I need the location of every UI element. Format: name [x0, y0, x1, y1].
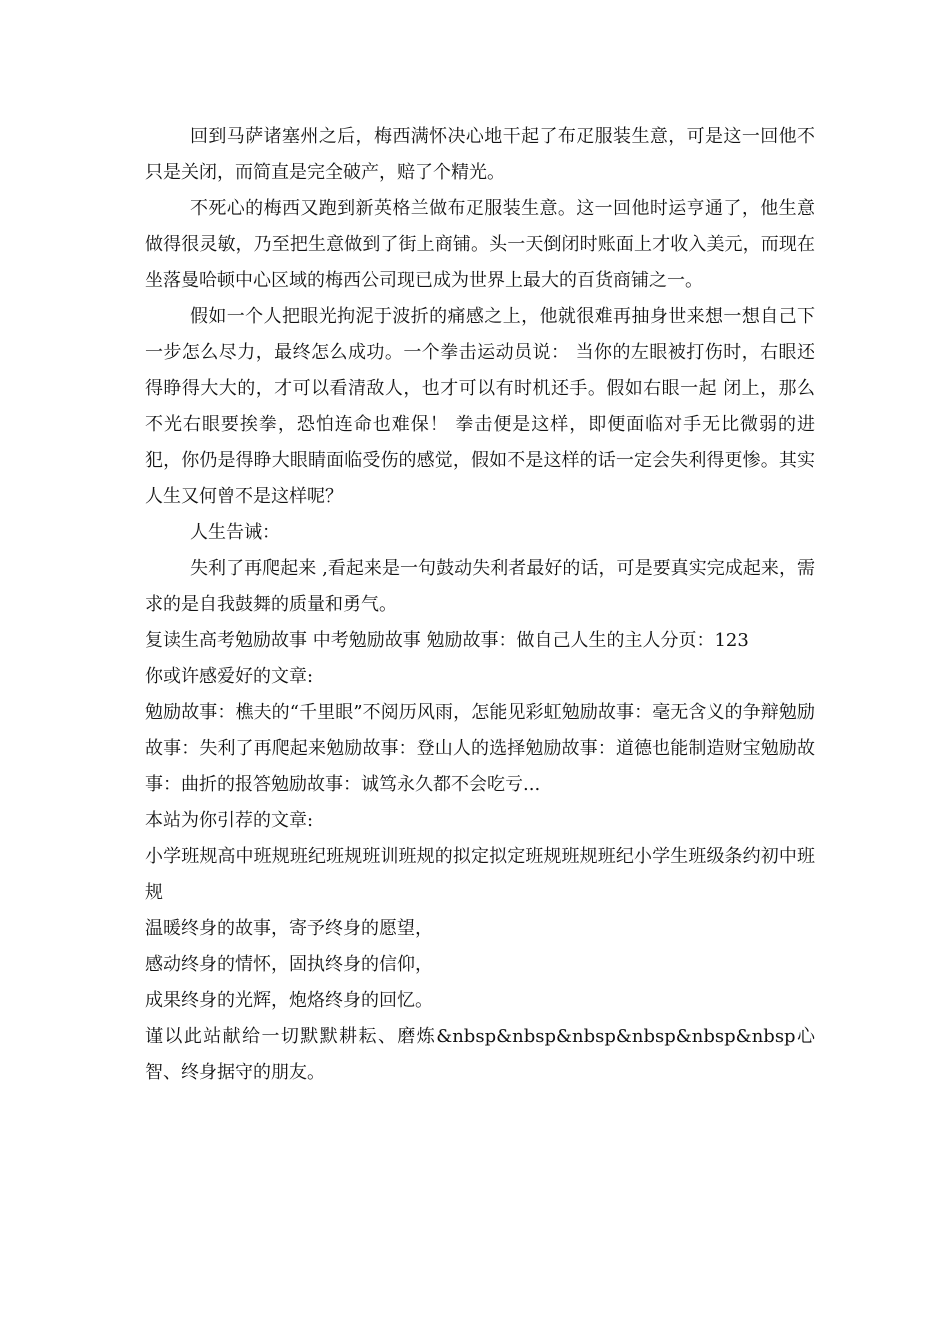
related-links-line[interactable]: 复读生高考勉励故事 中考勉励故事 勉励故事：做自己人生的主人分页：123 [145, 630, 749, 651]
related-articles-list[interactable]: 勉励故事：樵夫的“千里眼”不阅历风雨，怎能见彩虹勉励故事：毫无含义的争辩勉励故事：失利了再爬起来勉励故事：登山人的选择勉励故事：道德也能制造财宝勉励故事：曲折的报答勉励故事：诚笃永久都不会吃亏... [145, 702, 815, 795]
related-heading: 你或许感爱好的文章: [145, 666, 314, 687]
poem-line-2: 感动终身的情怀，固执终身的信仰， [145, 954, 433, 975]
poem-line-1: 温暖终身的故事，寄予终身的愿望， [145, 918, 433, 939]
paragraph-new-england: 不死心的梅西又跑到新英格兰做布疋服装生意。这一回他时运亨通了，他生意做得很灵敏，乃至把生意做到了街上商铺。头一天倒闭时账面上才收入美元，而现在坐落曼哈顿中心区域的梅西公司现已成为世界上最大的百货商铺之一。 [145, 198, 815, 291]
recommend-heading: 本站为你引荐的文章: [145, 810, 314, 831]
paragraph-boxer: 假如一个人把眼光拘泥于波折的痛感之上，他就很难再抽身世来想一想自己下一步怎么尽力，最终怎么成功。一个拳击运动员说： 当你的左眼被打伤时，右眼还得睁得大大的，才可以看清敌人，也才可以有时机还手。假如右眼一起 闭上，那么不光右眼要挨拳，恐怕连命也难保！ 拳击便是这样，即便面临对手无比微弱的进犯，你仍是得睁大眼睛面临受伤的感觉，假如不是这样的话一定会失利得更惨。其实人生又何曾不是这样呢？ [145, 306, 815, 507]
paragraph-get-up-again: 失利了再爬起来 ,看起来是一句鼓动失利者最好的话，可是要真实完成起来，需求的是自我鼓舞的质量和勇气。 [145, 558, 815, 615]
closing-dedication: 谨以此站献给一切默默耕耘、磨炼&nbsp&nbsp&nbsp&nbsp&nbsp&nbsp心智、终身据守的朋友。 [145, 1026, 815, 1083]
life-advice-heading: 人生告诫： [190, 522, 280, 543]
recommend-articles-list[interactable]: 小学班规高中班规班纪班规班训班规的拟定拟定班规班规班纪小学生班级条约初中班规 [145, 846, 815, 903]
poem-line-3: 成果终身的光辉，炮烙终身的回忆。 [145, 990, 433, 1011]
paragraph-return-bankruptcy: 回到马萨诸塞州之后，梅西满怀决心地干起了布疋服装生意，可是这一回他不只是关闭，而简直是完全破产，赔了个精光。 [145, 126, 815, 183]
article-body [145, 119, 815, 1091]
